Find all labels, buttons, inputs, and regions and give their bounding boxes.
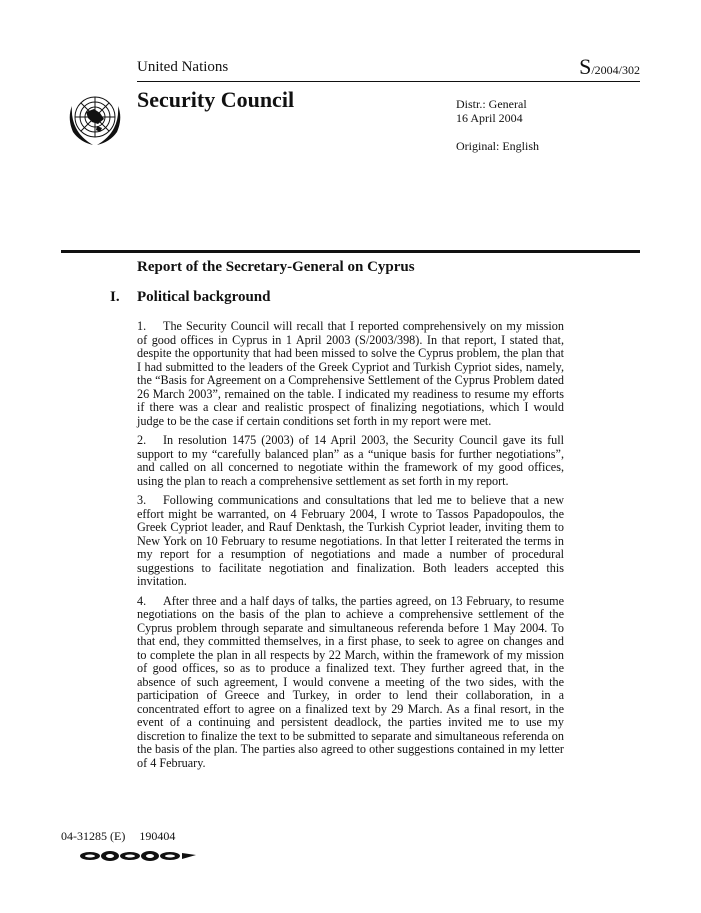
symbol-prefix: S	[579, 54, 592, 79]
title-divider	[61, 250, 640, 253]
un-emblem-icon	[64, 88, 126, 150]
paragraph-4	[137, 595, 564, 771]
paragraph-number: 1.	[137, 319, 147, 333]
paragraph-number: 3.	[137, 493, 147, 507]
date-code: 190404	[139, 829, 176, 843]
document-date: 16 April 2004	[456, 111, 523, 125]
paragraph-3	[137, 494, 564, 589]
original-language: Original: English	[456, 139, 539, 153]
paragraph-text: After three and a half days of talks, the parties agreed, on 13 February, to resume negotiations on the basis of the plan to achieve a comprehensive settlement of the Cyprus problem through separate and simultaneous referenda before 1 May 2004. To that end, they committed themselves, in a first phase, to seek to agree on changes and to complete the plan in all respects by 22 March, within the framework of my mission of good offices, so as to produce a finalized text. They further agreed that, in the absence of such agreement, I would convene a meeting of the two sides, with the participation of Greece and Turkey, in order to lend their collaboration, in a concentrated effort to agree on a finalized text by 29 March. As a final resort, in the event of a continuing and persistent deadlock, the parties invited me to use my discretion to finalize the text to be submitted to separate and simultaneous referenda on the basis of the plan. The parties also agreed to other suggestions contained in my letter of 4 February.	[137, 593, 564, 770]
paragraph-text: The Security Council will recall that I reported comprehensively on my mission of good offices in Cyprus in 1 April 2003 (S/2003/398). In that report, I stated that, despite the opportunity that had been missed to solve the Cyprus problem, the plan that I had submitted to the leaders of the Greek Cypriot and Turkish Cypriot sides, namely, the “Basis for Agreement on a Comprehensive Settlement of the Cyprus Problem dated 26 March 2003”, remained on the table. I indicated my readiness to resume my efforts if there was a clear and realistic prospect of finalizing negotiations, which I would judge to be the case if certain conditions set forth in my report were met.	[137, 319, 564, 428]
symbol-suffix: /2004/302	[591, 63, 640, 77]
paragraph-number: 4.	[137, 593, 147, 608]
job-number-line	[61, 829, 175, 844]
barcode-icon	[78, 849, 198, 863]
issuing-body-title: Security Council	[137, 87, 295, 112]
document-body	[137, 320, 564, 776]
paragraph-number: 2.	[137, 433, 147, 447]
organization-label: United Nations	[137, 59, 229, 75]
paragraph-1	[137, 320, 564, 428]
paragraph-2	[137, 434, 564, 488]
paragraph-text: Following communications and consultations that led me to believe that a new effort might be warranted, on 4 February 2004, I wrote to Tassos Papadopoulos, the Greek Cypriot leader, and Rauf Denktash, the Turkish Cypriot leader, inviting them to New York on 10 February to resume negotiations. In that letter I reiterated the terms in my report for a resumption of negotiations and made a number of procedural suggestions to facilitate negotiation and finalization. Both leaders accepted this invitation.	[137, 493, 564, 588]
job-number: 04-31285 (E)	[61, 829, 126, 843]
header-divider	[137, 81, 640, 82]
document-title: Report of the Secretary-General on Cyprus	[137, 259, 415, 275]
section-number: I.	[110, 289, 120, 305]
paragraph-text: In resolution 1475 (2003) of 14 April 2003, the Security Council gave its full support to my “carefully balanced plan” as a “unique basis for further negotiations”, and called on all concerned to negotiate within the framework of my good offices, using the plan to reach a comprehensive settlement as set forth in my report.	[137, 433, 564, 488]
section-title: Political background	[137, 289, 271, 305]
distribution-info	[456, 97, 539, 153]
document-symbol	[579, 54, 640, 80]
distribution-label: Distr.: General	[456, 97, 527, 111]
